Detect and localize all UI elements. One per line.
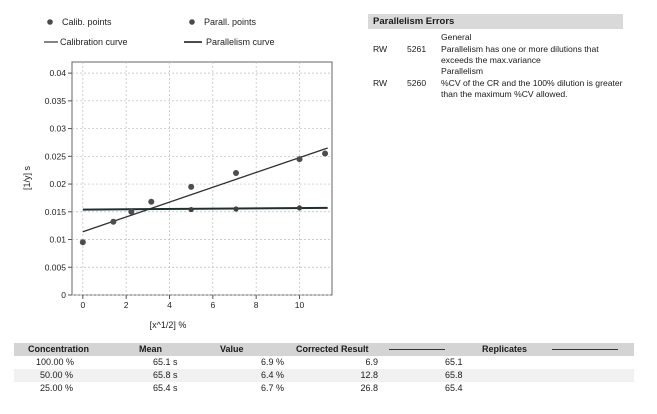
header-corrected-result: Corrected Result	[296, 344, 369, 354]
y-tick-label: 0.01	[49, 234, 66, 245]
header-replicates: Replicates	[482, 344, 528, 354]
calib-point	[233, 170, 239, 176]
header-value: Value	[220, 344, 244, 354]
legend-calib-points: Calib. points	[62, 17, 112, 27]
y-tick-label: 0.03	[49, 123, 66, 134]
error-group-general: General	[441, 32, 472, 42]
cell-corrected: 12.8	[360, 370, 378, 380]
calib-point	[110, 219, 116, 225]
parall-point	[233, 206, 238, 211]
y-tick-label: 0.025	[44, 151, 66, 162]
parallelism-curve	[83, 208, 328, 210]
parallelism-errors-panel	[368, 14, 623, 100]
cell-value: 6.9 %	[260, 357, 284, 367]
x-tick-label: 10	[294, 300, 305, 310]
table-row	[14, 382, 634, 395]
error-row	[368, 44, 623, 66]
calib-point	[322, 151, 328, 157]
cell-concentration: 100.00 %	[36, 357, 75, 367]
cell-mean: 65.1 s	[153, 357, 178, 367]
cell-value: 6.4 %	[260, 370, 284, 380]
cell-corrected: 6.9	[365, 357, 378, 367]
ticks-layer	[45, 68, 305, 310]
replicates-rule-right	[552, 349, 618, 350]
error-code: RW	[373, 44, 388, 54]
header-mean: Mean	[139, 344, 163, 354]
cell-concentration: 25.00 %	[40, 383, 74, 393]
marks-layer	[80, 148, 328, 245]
cell-mean: 65.4 s	[153, 383, 178, 393]
legend-parall-marker	[189, 19, 195, 25]
chart-legend	[44, 17, 275, 47]
cell-replicate: 65.4	[445, 383, 463, 393]
error-message: %CV of the CR and the 100% dilution is greater than the maximum %CV allowed.	[441, 78, 623, 99]
x-tick-label: 4	[167, 300, 172, 310]
cell-corrected: 26.8	[360, 383, 378, 393]
y-tick-label: 0.04	[49, 68, 66, 79]
calib-point	[80, 239, 86, 245]
error-row	[368, 78, 623, 100]
table-row	[14, 369, 634, 382]
calib-point	[188, 184, 194, 190]
y-tick-label: 0.005	[44, 262, 66, 273]
cell-replicate: 65.1	[445, 357, 463, 367]
parall-point	[189, 207, 194, 212]
error-number: 5261	[407, 44, 427, 54]
calib-point	[297, 156, 303, 162]
x-tick-label: 2	[123, 300, 129, 310]
calibration-curve	[83, 148, 328, 232]
y-tick-label: 0.035	[44, 95, 66, 106]
y-tick-label: 0.02	[49, 179, 66, 190]
plot-frame	[72, 62, 332, 295]
y-tick-label: 0	[61, 290, 66, 300]
results-table	[14, 343, 634, 395]
replicates-rule-left	[389, 349, 445, 350]
cell-concentration: 50.00 %	[40, 370, 74, 380]
legend-calib-marker	[47, 19, 53, 25]
x-tick-label: 8	[253, 300, 259, 310]
y-tick-label: 0.015	[44, 206, 66, 217]
legend-parall-points: Parall. points	[204, 17, 257, 27]
legend-parall-curve: Parallelism curve	[206, 37, 275, 47]
x-axis-label: [x^1/2] %	[149, 320, 187, 330]
error-group-parallelism: Parallelism	[441, 66, 484, 76]
x-tick-label: 6	[210, 300, 216, 310]
error-message: Parallelism has one or more dilutions that exceeds the max.variance	[441, 44, 599, 65]
legend-calib-curve: Calibration curve	[60, 37, 128, 47]
results-header	[14, 343, 634, 356]
calib-point	[148, 199, 154, 205]
errors-title: Parallelism Errors	[368, 14, 623, 29]
cell-mean: 65.8 s	[153, 370, 178, 380]
header-concentration: Concentration	[28, 344, 90, 354]
grid-layer	[72, 62, 332, 295]
calib-point	[128, 209, 134, 215]
table-row	[14, 356, 634, 369]
error-code: RW	[373, 78, 388, 88]
x-tick-label: 0	[80, 300, 86, 310]
error-number: 5260	[407, 78, 427, 88]
cell-replicate: 65.8	[445, 370, 463, 380]
y-axis-label: [1/y] s	[22, 165, 32, 191]
parall-point	[297, 205, 302, 210]
cell-value: 6.7 %	[260, 383, 284, 393]
